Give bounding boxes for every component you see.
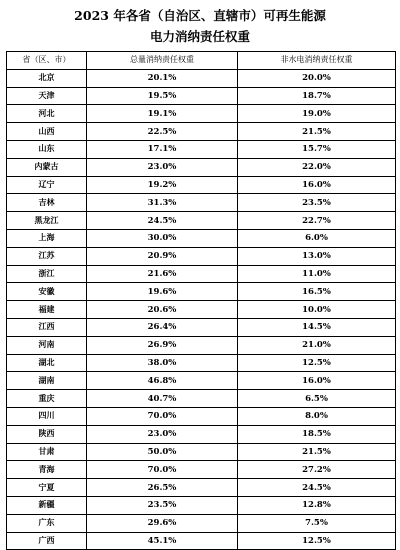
table-row bbox=[7, 532, 396, 550]
total-weight-cell: 23.5% bbox=[87, 496, 238, 514]
province-cell: 陕西 bbox=[7, 425, 87, 443]
province-cell: 四川 bbox=[7, 407, 87, 425]
province-cell: 新疆 bbox=[7, 496, 87, 514]
province-cell: 山东 bbox=[7, 140, 87, 158]
header-non-hydro-weight: 非水电消纳责任权重 bbox=[238, 52, 396, 70]
total-weight-cell: 30.0% bbox=[87, 229, 238, 247]
non-hydro-weight-cell: 11.0% bbox=[238, 265, 396, 283]
non-hydro-weight-cell: 23.5% bbox=[238, 194, 396, 212]
total-weight-cell: 21.6% bbox=[87, 265, 238, 283]
total-weight-cell: 45.1% bbox=[87, 532, 238, 550]
total-weight-cell: 23.0% bbox=[87, 158, 238, 176]
total-weight-cell: 40.7% bbox=[87, 390, 238, 408]
province-cell: 重庆 bbox=[7, 390, 87, 408]
total-weight-cell: 20.1% bbox=[87, 69, 238, 87]
total-weight-cell: 17.1% bbox=[87, 140, 238, 158]
non-hydro-weight-cell: 15.7% bbox=[238, 140, 396, 158]
total-weight-cell: 19.6% bbox=[87, 283, 238, 301]
non-hydro-weight-cell: 21.5% bbox=[238, 123, 396, 141]
non-hydro-weight-cell: 18.5% bbox=[238, 425, 396, 443]
province-cell: 浙江 bbox=[7, 265, 87, 283]
non-hydro-weight-cell: 8.0% bbox=[238, 407, 396, 425]
total-weight-cell: 50.0% bbox=[87, 443, 238, 461]
consumption-weight-table bbox=[6, 51, 396, 550]
total-weight-cell: 19.2% bbox=[87, 176, 238, 194]
non-hydro-weight-cell: 16.0% bbox=[238, 176, 396, 194]
table-header-row bbox=[7, 52, 396, 70]
non-hydro-weight-cell: 21.5% bbox=[238, 443, 396, 461]
table-row bbox=[7, 69, 396, 87]
table-row bbox=[7, 123, 396, 141]
header-province: 省（区、市） bbox=[7, 52, 87, 70]
total-weight-cell: 38.0% bbox=[87, 354, 238, 372]
total-weight-cell: 26.4% bbox=[87, 318, 238, 336]
total-weight-cell: 29.6% bbox=[87, 514, 238, 532]
province-cell: 辽宁 bbox=[7, 176, 87, 194]
province-cell: 北京 bbox=[7, 69, 87, 87]
table-row bbox=[7, 87, 396, 105]
total-weight-cell: 26.5% bbox=[87, 479, 238, 497]
non-hydro-weight-cell: 12.5% bbox=[238, 354, 396, 372]
non-hydro-weight-cell: 6.0% bbox=[238, 229, 396, 247]
table-row bbox=[7, 372, 396, 390]
non-hydro-weight-cell: 16.0% bbox=[238, 372, 396, 390]
total-weight-cell: 19.5% bbox=[87, 87, 238, 105]
province-cell: 福建 bbox=[7, 301, 87, 319]
province-cell: 广东 bbox=[7, 514, 87, 532]
total-weight-cell: 19.1% bbox=[87, 105, 238, 123]
province-cell: 天津 bbox=[7, 87, 87, 105]
total-weight-cell: 23.0% bbox=[87, 425, 238, 443]
total-weight-cell: 20.6% bbox=[87, 301, 238, 319]
table-row bbox=[7, 479, 396, 497]
document-title-line-2: 电力消纳责任权重 bbox=[149, 29, 250, 44]
non-hydro-weight-cell: 24.5% bbox=[238, 479, 396, 497]
table-row bbox=[7, 354, 396, 372]
non-hydro-weight-cell: 14.5% bbox=[238, 318, 396, 336]
table-row bbox=[7, 247, 396, 265]
non-hydro-weight-cell: 12.5% bbox=[238, 532, 396, 550]
table-row bbox=[7, 265, 396, 283]
total-weight-cell: 20.9% bbox=[87, 247, 238, 265]
table-row bbox=[7, 443, 396, 461]
total-weight-cell: 24.5% bbox=[87, 212, 238, 230]
non-hydro-weight-cell: 10.0% bbox=[238, 301, 396, 319]
province-cell: 河南 bbox=[7, 336, 87, 354]
table-row bbox=[7, 158, 396, 176]
non-hydro-weight-cell: 22.0% bbox=[238, 158, 396, 176]
non-hydro-weight-cell: 6.5% bbox=[238, 390, 396, 408]
non-hydro-weight-cell: 20.0% bbox=[238, 69, 396, 87]
non-hydro-weight-cell: 7.5% bbox=[238, 514, 396, 532]
province-cell: 青海 bbox=[7, 461, 87, 479]
province-cell: 湖南 bbox=[7, 372, 87, 390]
non-hydro-weight-cell: 12.8% bbox=[238, 496, 396, 514]
province-cell: 甘肃 bbox=[7, 443, 87, 461]
non-hydro-weight-cell: 16.5% bbox=[238, 283, 396, 301]
table-body bbox=[7, 69, 396, 550]
province-cell: 宁夏 bbox=[7, 479, 87, 497]
table-row bbox=[7, 318, 396, 336]
table-row bbox=[7, 496, 396, 514]
province-cell: 吉林 bbox=[7, 194, 87, 212]
total-weight-cell: 26.9% bbox=[87, 336, 238, 354]
province-cell: 内蒙古 bbox=[7, 158, 87, 176]
non-hydro-weight-cell: 18.7% bbox=[238, 87, 396, 105]
table-row bbox=[7, 283, 396, 301]
province-cell: 上海 bbox=[7, 229, 87, 247]
table-row bbox=[7, 194, 396, 212]
header-total-weight: 总量消纳责任权重 bbox=[87, 52, 238, 70]
non-hydro-weight-cell: 21.0% bbox=[238, 336, 396, 354]
non-hydro-weight-cell: 27.2% bbox=[238, 461, 396, 479]
non-hydro-weight-cell: 22.7% bbox=[238, 212, 396, 230]
province-cell: 江苏 bbox=[7, 247, 87, 265]
total-weight-cell: 70.0% bbox=[87, 407, 238, 425]
province-cell: 河北 bbox=[7, 105, 87, 123]
table-row bbox=[7, 461, 396, 479]
table-row bbox=[7, 301, 396, 319]
document-title-line-1: 2023 年各省（自治区、直辖市）可再生能源 bbox=[74, 8, 326, 23]
province-cell: 江西 bbox=[7, 318, 87, 336]
total-weight-cell: 22.5% bbox=[87, 123, 238, 141]
table-row bbox=[7, 212, 396, 230]
table-row bbox=[7, 407, 396, 425]
table-row bbox=[7, 176, 396, 194]
total-weight-cell: 31.3% bbox=[87, 194, 238, 212]
table-row bbox=[7, 390, 396, 408]
non-hydro-weight-cell: 19.0% bbox=[238, 105, 396, 123]
province-cell: 湖北 bbox=[7, 354, 87, 372]
table-row bbox=[7, 425, 396, 443]
table-row bbox=[7, 336, 396, 354]
province-cell: 山西 bbox=[7, 123, 87, 141]
total-weight-cell: 46.8% bbox=[87, 372, 238, 390]
table-row bbox=[7, 514, 396, 532]
province-cell: 安徽 bbox=[7, 283, 87, 301]
non-hydro-weight-cell: 13.0% bbox=[238, 247, 396, 265]
table-row bbox=[7, 105, 396, 123]
table-row bbox=[7, 229, 396, 247]
province-cell: 广西 bbox=[7, 532, 87, 550]
table-row bbox=[7, 140, 396, 158]
province-cell: 黑龙江 bbox=[7, 212, 87, 230]
total-weight-cell: 70.0% bbox=[87, 461, 238, 479]
